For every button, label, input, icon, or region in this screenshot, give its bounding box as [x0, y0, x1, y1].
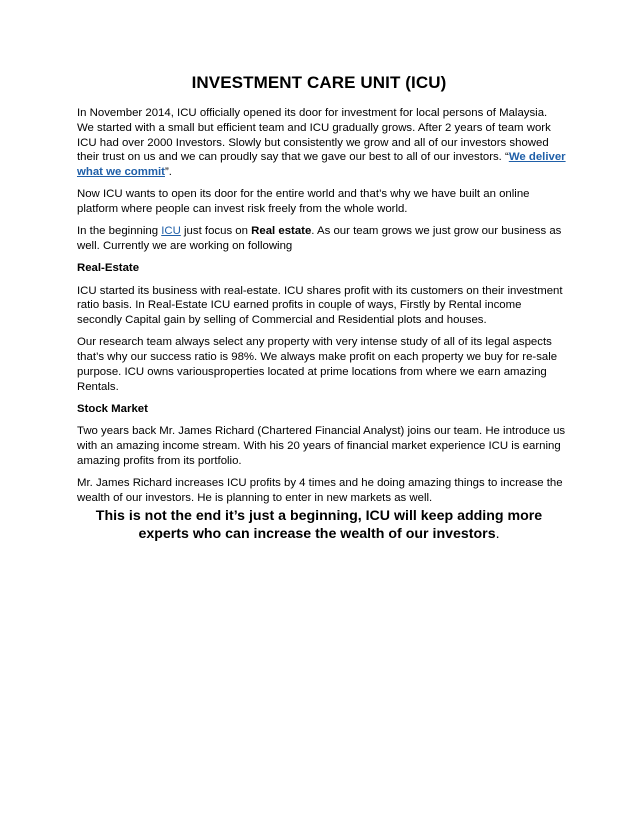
- stock-market-paragraph-1: Two years back Mr. James Richard (Chartered Financial Analyst) joins our team. He introduce us with an amazing income stream. With his 20 years of financial market experience ICU is earning amazing profits from its portfolio.: [77, 425, 566, 467]
- beginning-after: . As our team grows we just grow our business as well. Currently we are working on following: [77, 225, 562, 253]
- document-body: [77, 106, 567, 513]
- motto-link[interactable]: We deliver what we commit: [77, 151, 566, 179]
- real-estate-paragraph-1: ICU started its business with real-estate. ICU shares profit with its customers on their investment ratio basis. In Real-Estate ICU earned profits in couple of ways, Firstly by Rental income secondly Capital gain by selling of Commercial and Residential plots and houses.: [77, 284, 563, 327]
- real-estate-paragraph-2: Our research team always select any property with very intense study of all of its legal aspects that’s why our success ratio is 98%. We always make profit on each property we buy for re-sale purpose. ICU owns variousproperties located at prime locations from where we earn amazing Rentals.: [77, 336, 558, 393]
- online-platform-paragraph: Now ICU wants to open its door for the entire world and that’s why we have built an online platform where people can invest risk freely from the whole world.: [77, 188, 530, 216]
- intro-paragraph: [77, 106, 567, 180]
- beginning-paragraph: [77, 224, 567, 254]
- real-estate-bold: Real estate: [251, 225, 312, 238]
- real-estate-heading: Real-Estate: [77, 262, 140, 275]
- intro-text: In November 2014, ICU officially opened its door for investment for local persons of Malaysia. We started with a small but efficient team and ICU gradually grows. After 2 years of team work ICU had over 2000 Investors. Slowly but consistently we grow and all of our investors showed their trust on us and we can proudly say that we gave our best to all of our investors. “: [77, 107, 551, 164]
- page-title: INVESTMENT CARE UNIT (ICU): [191, 73, 447, 92]
- stock-market-heading: Stock Market: [77, 402, 148, 415]
- closing-text: This is not the end it’s just a beginning, ICU will keep adding more experts who can increase the wealth of our investors: [95, 508, 543, 542]
- beginning-middle: just focus on: [180, 225, 252, 238]
- closing-statement: [70, 507, 568, 543]
- stock-market-paragraph-2: Mr. James Richard increases ICU profits by 4 times and he doing amazing things to increase the wealth of our investors. He is planning to enter in new markets as well.: [77, 476, 563, 504]
- closing-end: .: [495, 526, 500, 542]
- beginning-text: In the beginning: [77, 225, 162, 238]
- icu-link[interactable]: ICU: [161, 225, 181, 238]
- intro-end: ”.: [164, 166, 172, 179]
